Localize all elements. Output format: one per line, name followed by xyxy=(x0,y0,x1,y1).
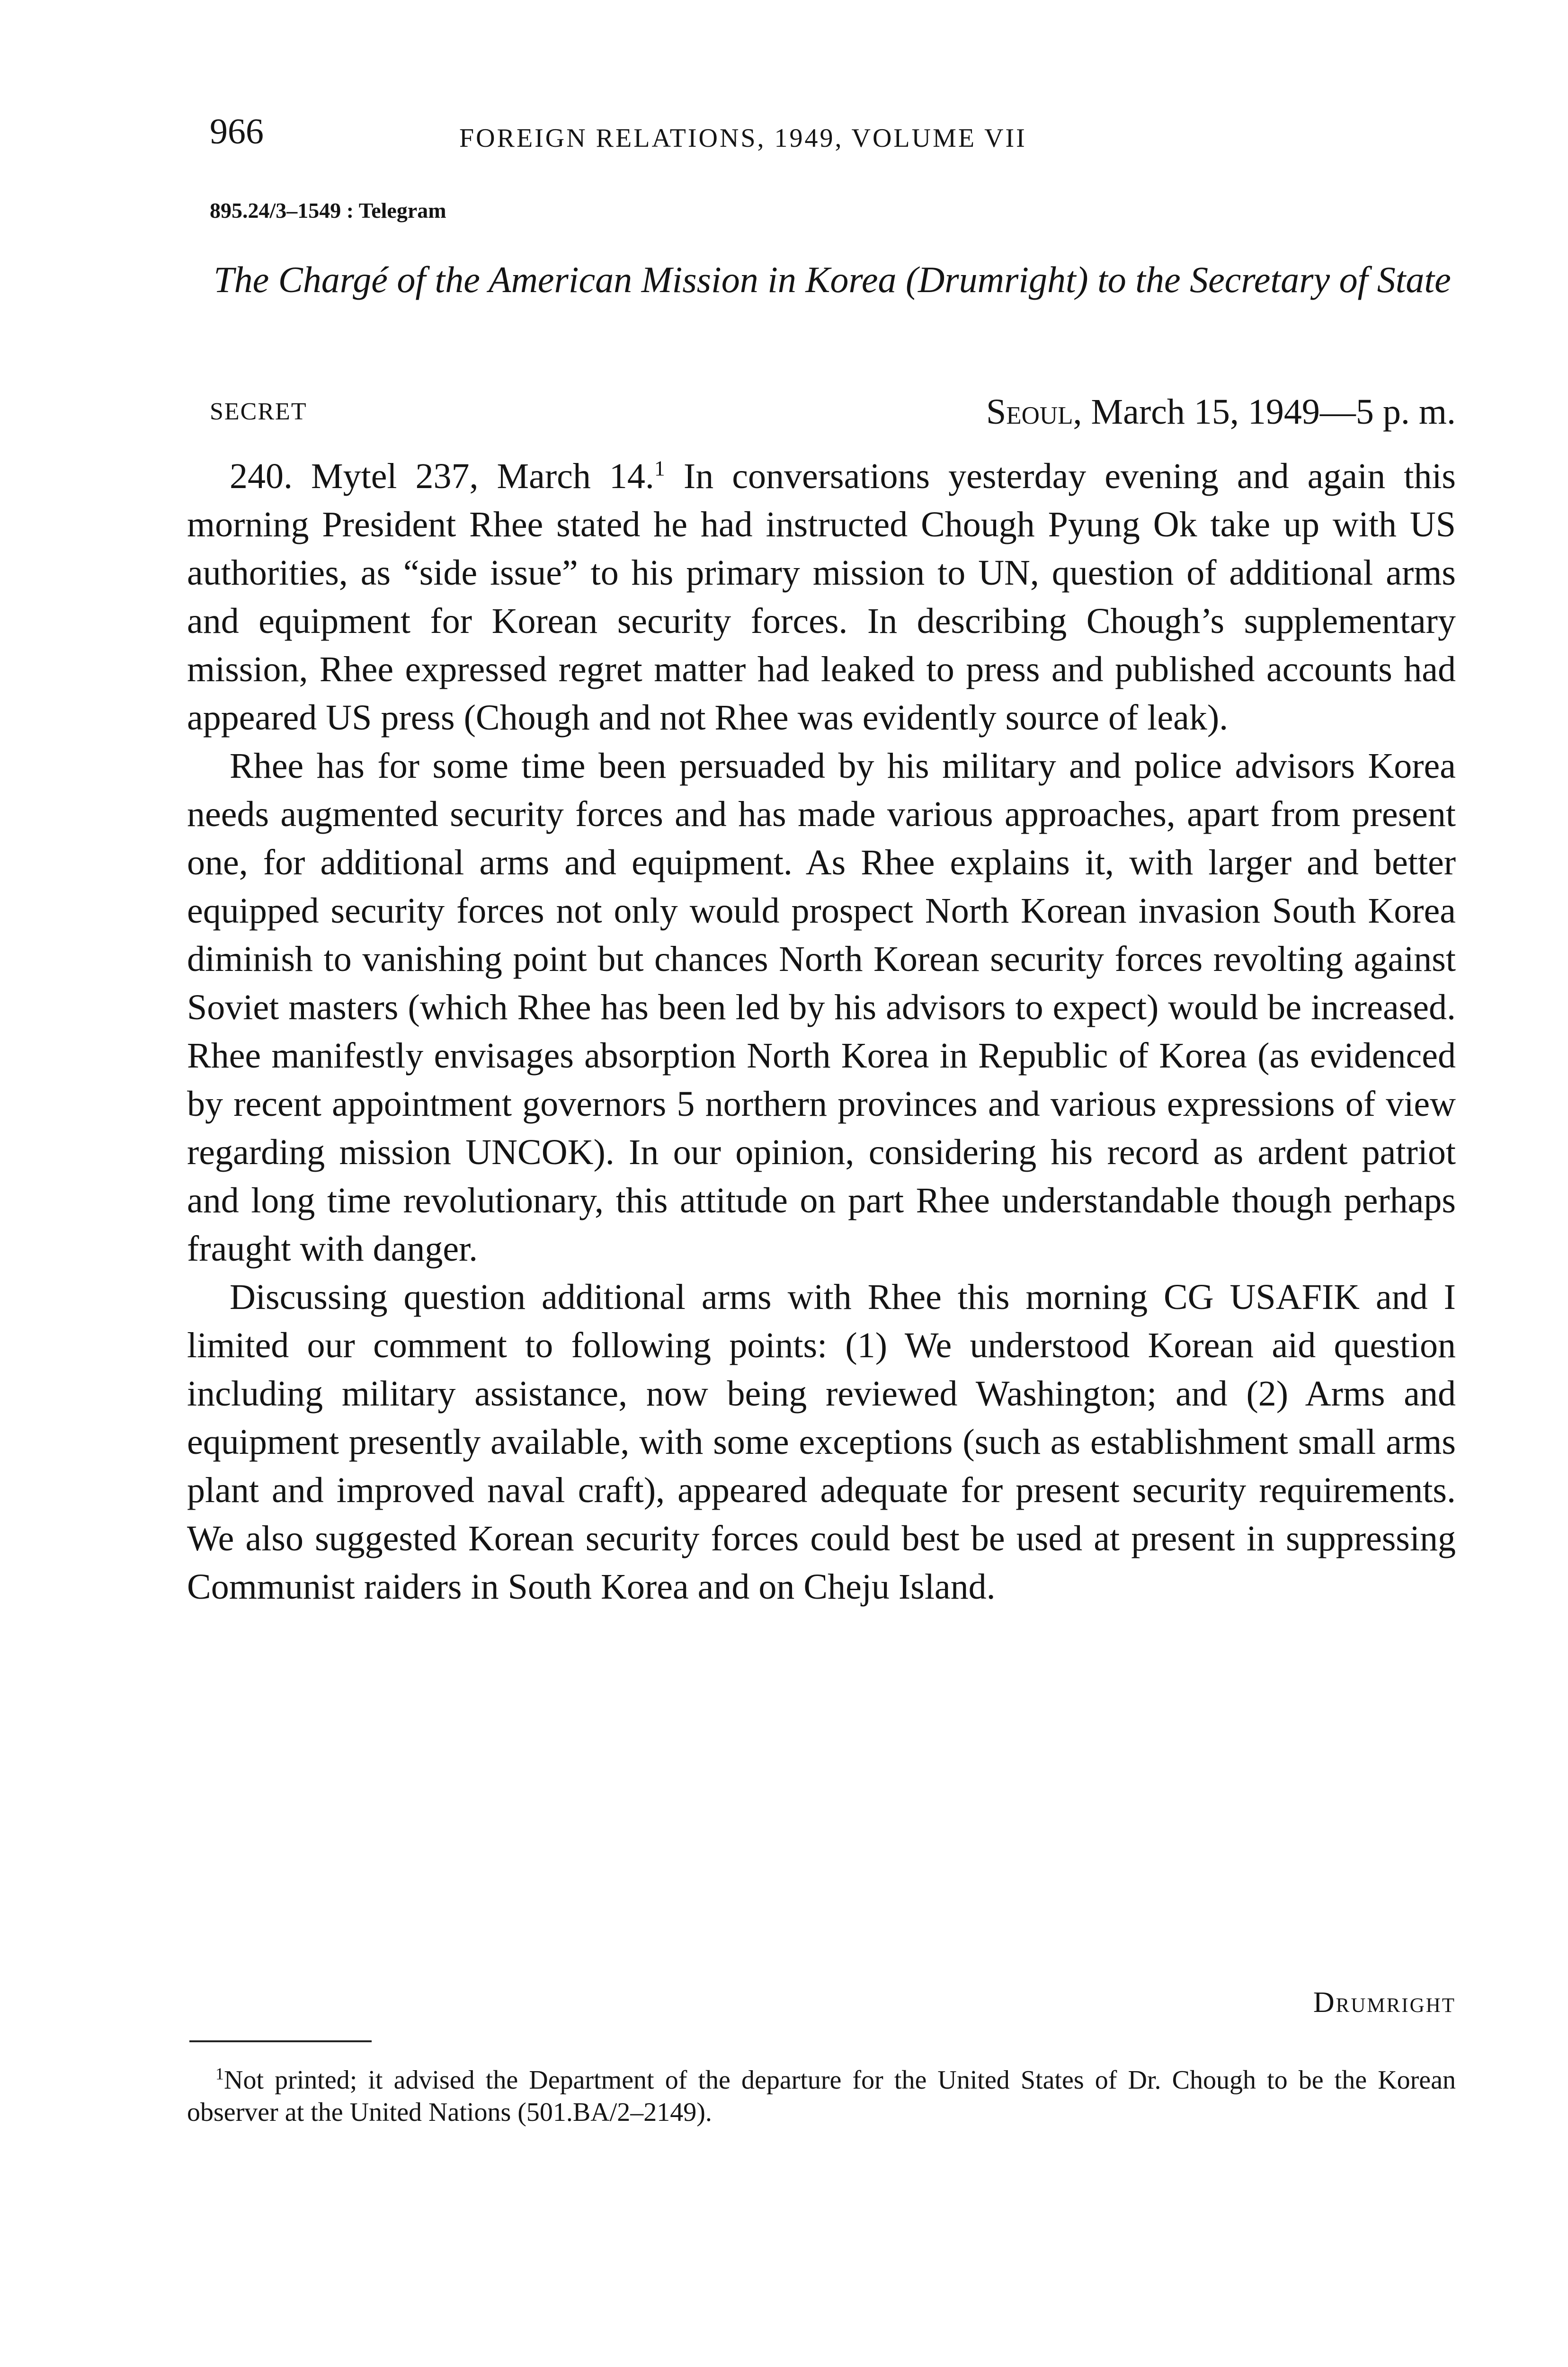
paragraph-1-opening: 240. Mytel 237, March 14. xyxy=(230,456,654,496)
signature: Drumright xyxy=(1313,1986,1456,2019)
dateline xyxy=(986,391,1456,433)
footnote-text-block xyxy=(187,2064,1456,2128)
telegram-body xyxy=(187,452,1456,1611)
paragraph-1 xyxy=(187,452,1456,742)
footnote-marker: 1 xyxy=(215,2064,224,2083)
paragraph-1-text: In conversations yesterday evening and again this morning President Rhee stated he had instructed Chough Pyung Ok take up with US authorities, as “side issue” to his primary mission to UN, question of additional arms and equipment for Korean security forces. In describing Chough’s supplementary mission, Rhee expressed regret matter had leaked to press and published accounts had appeared US press (Chough and not Rhee was evidently source of leak). xyxy=(187,456,1456,738)
running-header xyxy=(187,107,1456,159)
page-number: 966 xyxy=(210,112,264,151)
footnote-text: Not printed; it advised the Department of the departure for the United States of Dr. Chough to be the Korean observer at the United Nations (501.BA/2–2149). xyxy=(187,2065,1456,2127)
dateline-place: Seoul xyxy=(986,392,1073,432)
document-page xyxy=(187,107,1456,2127)
document-title: The Chargé of the American Mission in Korea (Drumright) to the Secretary of State xyxy=(214,259,1451,300)
classification-label: SECRET xyxy=(210,398,307,425)
file-reference: 895.24/3–1549 : Telegram xyxy=(210,198,446,222)
paragraph-2: Rhee has for some time been persuaded by his military and police advisors Korea needs augmented security forces and has made various approaches, apart from present one, for additional arms and equipment. As Rhee explains it, with larger and better equipped security forces not only would prospect North Korean invasion South Korea diminish to vanishing point but chances North Korean security forces revolting against Soviet masters (which Rhee has been led by his advisors to expect) would be increased. Rhee manifestly envisages absorption North Korea in Republic of Korea (as evidenced by recent appointment governors 5 northern provinces and various expressions of view regarding mission UNCOK). In our opinion, considering his record as ardent patriot and long time revolutionary, this attitude on part Rhee understandable though perhaps fraught with danger. xyxy=(187,746,1456,1269)
running-title: FOREIGN RELATIONS, 1949, VOLUME VII xyxy=(459,124,1027,153)
dateline-date: , March 15, 1949—5 p. m. xyxy=(1073,392,1456,432)
footnote xyxy=(187,2064,1456,2128)
footnote-reference: 1 xyxy=(654,456,665,481)
paragraph-3: Discussing question additional arms with Rhee this morning CG USAFIK and I limited our comment to following points: (1) We understood Korean aid question including military assistance, now being reviewed Washington; and (2) Arms and equipment presently available, with some exceptions (such as establishment small arms plant and improved naval craft), appeared adequate for present security requirements. We also suggested Korean security forces could best be used at present in suppressing Communist raiders in South Korea and on Cheju Island. xyxy=(187,1277,1456,1607)
footnote-divider xyxy=(189,2040,372,2042)
